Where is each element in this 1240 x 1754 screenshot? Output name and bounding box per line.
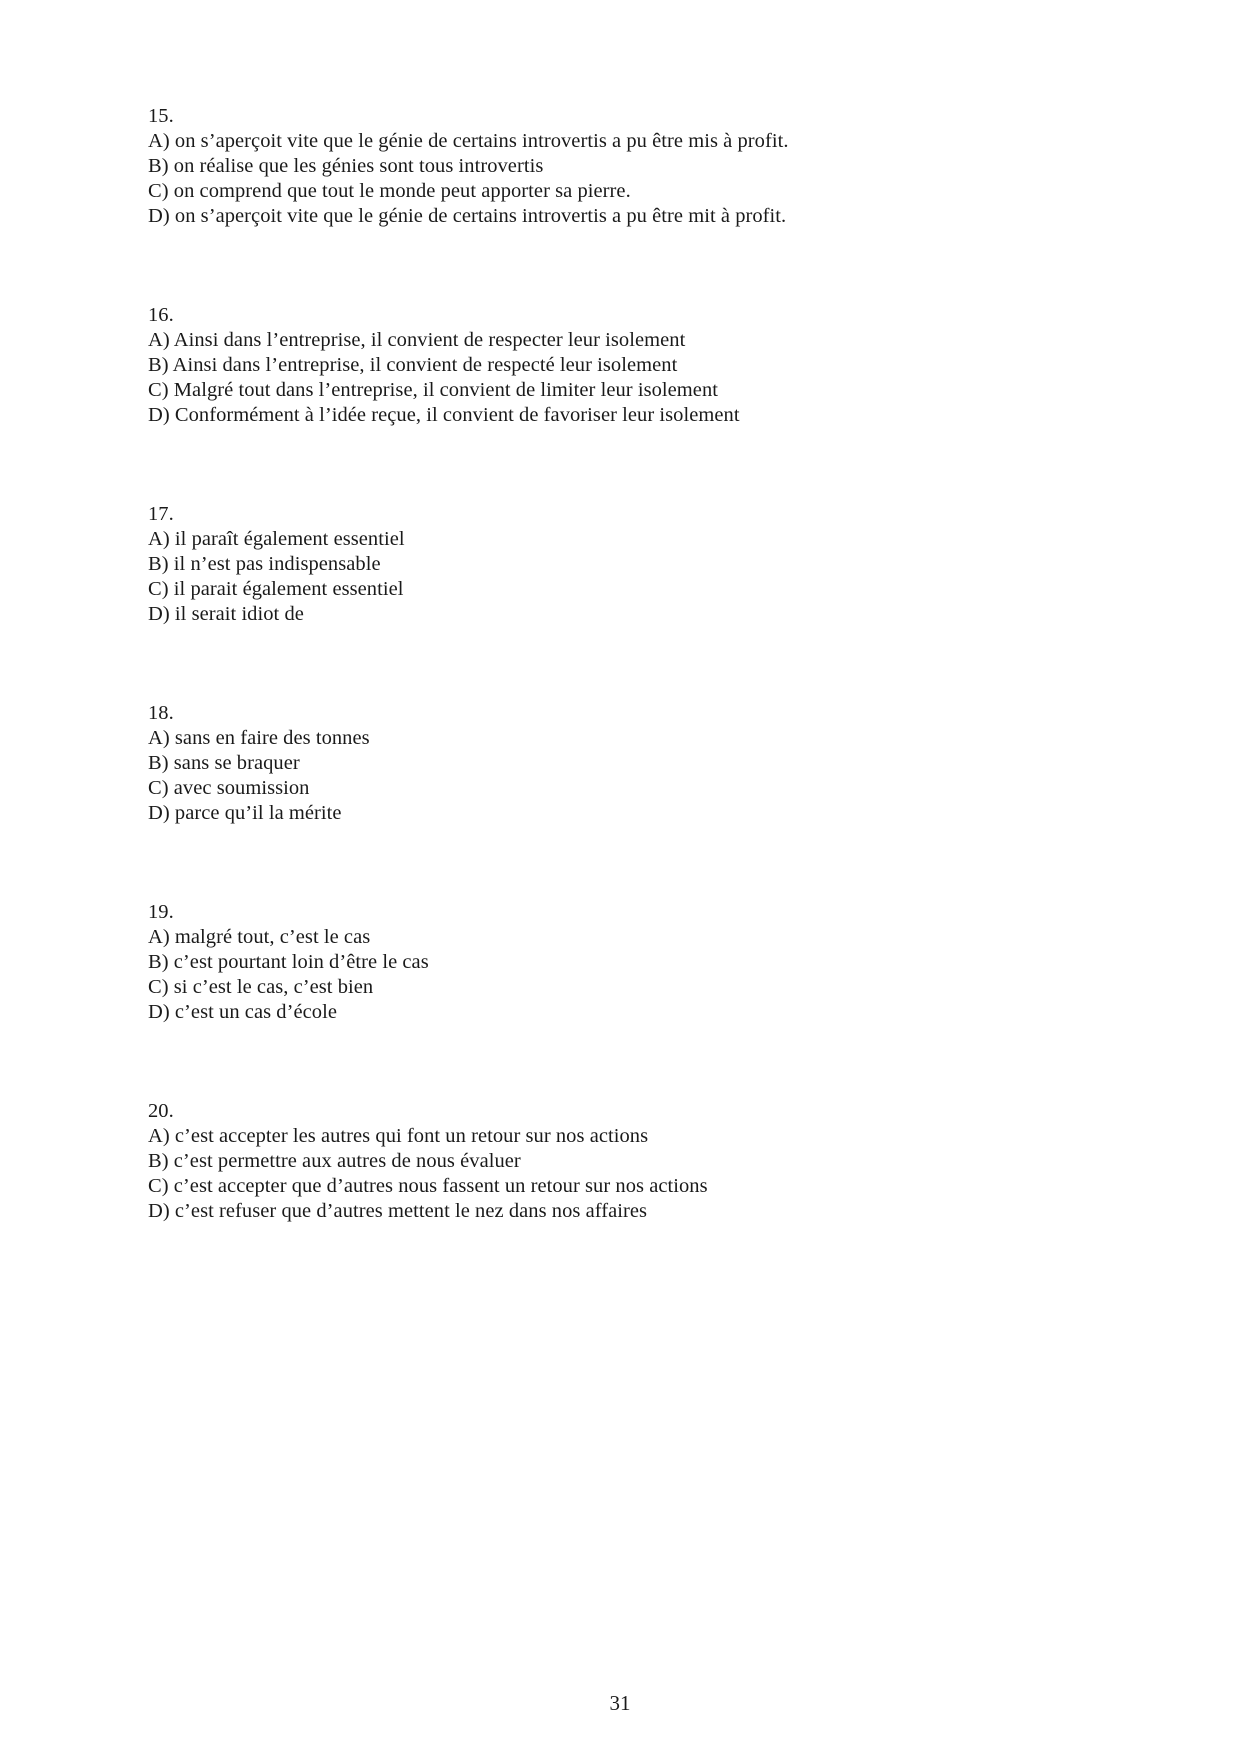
option-a: A) sans en faire des tonnes xyxy=(148,727,370,749)
option-a: A) c’est accepter les autres qui font un retour sur nos actions xyxy=(148,1125,649,1147)
option-a: A) malgré tout, c’est le cas xyxy=(148,926,371,948)
option-c: C) on comprend que tout le monde peut apporter sa pierre. xyxy=(148,180,631,202)
option-a: A) il paraît également essentiel xyxy=(148,528,405,550)
option-b: B) c’est pourtant loin d’être le cas xyxy=(148,951,429,973)
option-c: C) c’est accepter que d’autres nous fassent un retour sur nos actions xyxy=(148,1175,708,1197)
question-17 xyxy=(148,502,1148,627)
question-18 xyxy=(148,701,1148,826)
option-d: D) c’est refuser que d’autres mettent le nez dans nos affaires xyxy=(148,1200,648,1222)
question-16 xyxy=(148,303,1148,428)
option-b: B) Ainsi dans l’entreprise, il convient de respecté leur isolement xyxy=(148,354,678,376)
option-b: B) c’est permettre aux autres de nous évaluer xyxy=(148,1150,521,1172)
option-d: D) c’est un cas d’école xyxy=(148,1001,337,1023)
option-c: C) si c’est le cas, c’est bien xyxy=(148,976,374,998)
question-20 xyxy=(148,1099,1148,1224)
option-c: C) il parait également essentiel xyxy=(148,578,404,600)
option-d: D) Conformément à l’idée reçue, il convient de favoriser leur isolement xyxy=(148,404,740,426)
option-c: C) avec soumission xyxy=(148,777,310,799)
option-d: D) on s’aperçoit vite que le génie de certains introvertis a pu être mit à profit. xyxy=(148,205,787,227)
option-a: A) Ainsi dans l’entreprise, il convient de respecter leur isolement xyxy=(148,329,686,351)
page-number: 31 xyxy=(609,1691,631,1715)
option-b: B) on réalise que les génies sont tous introvertis xyxy=(148,155,544,177)
question-number: 18. xyxy=(148,702,174,724)
question-number: 19. xyxy=(148,901,174,923)
document-page xyxy=(148,104,1148,1298)
question-number: 16. xyxy=(148,304,174,326)
option-d: D) parce qu’il la mérite xyxy=(148,802,342,824)
option-d: D) il serait idiot de xyxy=(148,603,304,625)
option-b: B) il n’est pas indispensable xyxy=(148,553,381,575)
option-a: A) on s’aperçoit vite que le génie de certains introvertis a pu être mis à profit. xyxy=(148,130,789,152)
question-number: 15. xyxy=(148,105,174,127)
question-number: 17. xyxy=(148,503,174,525)
question-15 xyxy=(148,104,1148,229)
option-b: B) sans se braquer xyxy=(148,752,300,774)
option-c: C) Malgré tout dans l’entreprise, il convient de limiter leur isolement xyxy=(148,379,718,401)
question-19 xyxy=(148,900,1148,1025)
question-number: 20. xyxy=(148,1100,174,1122)
